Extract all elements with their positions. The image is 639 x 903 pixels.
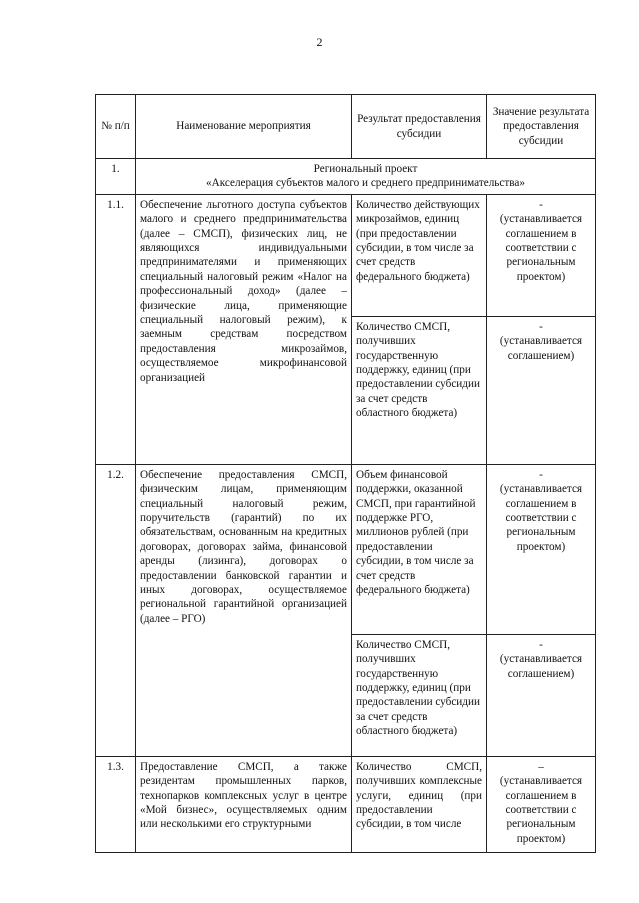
row-num: 1.3. — [96, 756, 136, 852]
page-number: 2 — [316, 35, 323, 49]
row-name: Обеспечение предоставления СМСП, физическим лицам, применяющим специальный налоговый режим, поручительств (гарантий) по их обязательствам, основанным на кредитных договорах, договорах займа, финансовой аренды (лизинга), договорах о предоставлении банковской гарантии и иных договорах, осуществляемое региональной гарантийной организацией (далее – РГО) — [136, 464, 352, 756]
row-value — [487, 316, 596, 464]
row-result: Количество СМСП, получивших комплексные услуги, единиц (при предоставлении субсидии, в том числе — [352, 756, 487, 852]
value-dash: - — [539, 638, 543, 651]
value-text: (устанавливается соглашением в соответствии с региональным проектом) — [499, 775, 583, 845]
value-dash: - — [539, 198, 543, 211]
row-result: Количество СМСП, получивших государственную поддержку, единиц (при предоставлении субсидии за счет средств областного бюджета) — [352, 634, 487, 756]
value-text: (устанавливается соглашением) — [499, 335, 583, 362]
row-name: Обеспечение льготного доступа субъектов малого и среднего предпринимательства (далее – СМСП), физических лиц, не являющихся индивидуальными предпринимателями и применяющих специальный налоговый режим «Налог на профессиональный доход» (далее – физические лица, применяющие специальный налоговый режим), к заемным средствам посредством предоставления микрозаймов, осуществляемое микрофинансовой организацией — [136, 194, 352, 464]
section-title-line1: Региональный проект — [313, 163, 418, 175]
value-text: (устанавливается соглашением в соответствии с региональным проектом) — [499, 213, 583, 283]
header-value: Значение результата предоставления субсидии — [487, 95, 596, 159]
section-num: 1. — [96, 159, 136, 195]
row-value — [487, 464, 596, 634]
row-value — [487, 634, 596, 756]
value-text: (устанавливается соглашением в соответствии с региональным проектом) — [499, 483, 583, 553]
row-result: Объем финансовой поддержки, оказанной СМСП, при гарантийной поддержке РГО, миллионов рублей (при предоставлении субсидии, в том числе за счет средств федерального бюджета) — [352, 464, 487, 634]
table-row — [96, 194, 596, 316]
section-title-line2: «Акселерация субъектов малого и среднего предпринимательства» — [206, 177, 525, 190]
subsidy-results-table — [95, 94, 596, 853]
header-name: Наименование мероприятия — [136, 95, 352, 159]
section-row — [96, 159, 596, 195]
value-dash: - — [539, 320, 543, 333]
table-row — [96, 464, 596, 634]
value-dash: – — [538, 760, 544, 773]
row-value — [487, 194, 596, 316]
table-row — [96, 756, 596, 852]
header-result: Результат предоставления субсидии — [352, 95, 487, 159]
row-name: Предоставление СМСП, а также резидентам промышленных парков, технопарков комплексных услуг в центре «Мой бизнес», осуществляемых одним или несколькими его структурными — [136, 756, 352, 852]
section-title — [136, 159, 596, 195]
row-value — [487, 756, 596, 852]
header-num: № п/п — [96, 95, 136, 159]
value-dash: - — [539, 468, 543, 481]
row-result: Количество СМСП, получивших государственную поддержку, единиц (при предоставлении субсидии за счет средств областного бюджета) — [352, 316, 487, 464]
value-text: (устанавливается соглашением) — [499, 653, 583, 680]
table-header-row — [96, 95, 596, 159]
row-num: 1.1. — [96, 194, 136, 464]
row-result: Количество действующих микрозаймов, единиц (при предоставлении субсидии, в том числе за счет средств федерального бюджета) — [352, 194, 487, 316]
row-num: 1.2. — [96, 464, 136, 756]
